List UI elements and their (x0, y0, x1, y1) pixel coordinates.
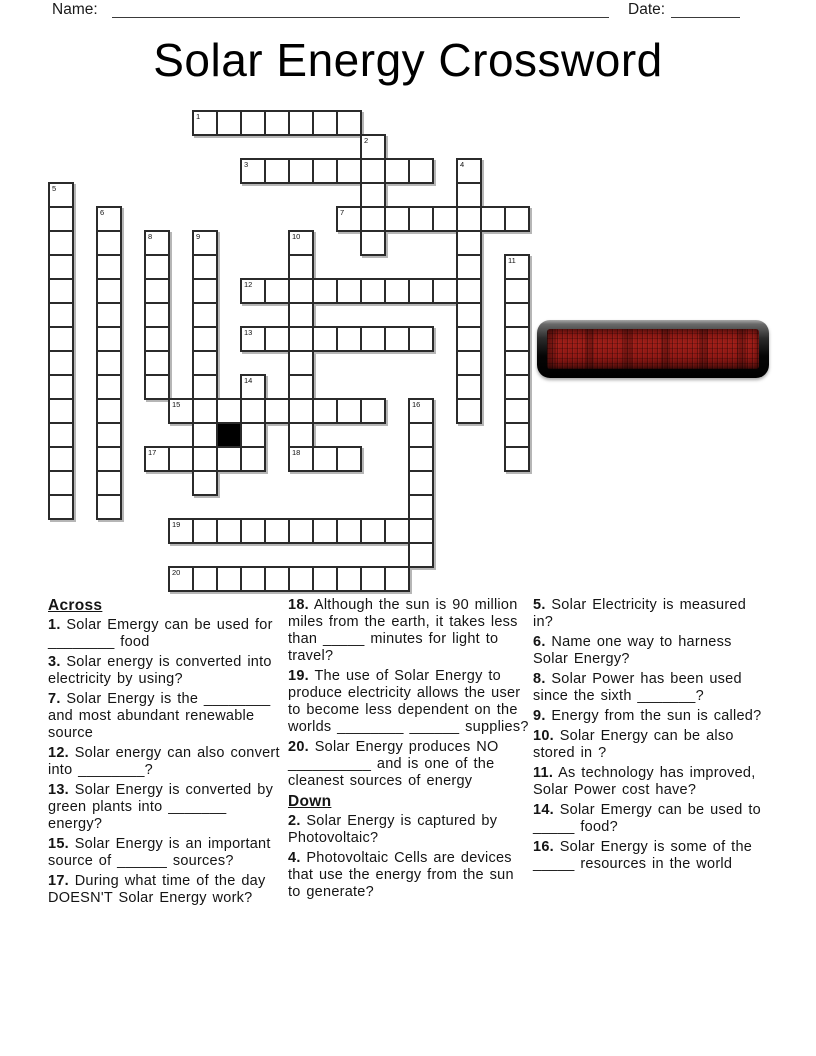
cell-number: 20 (172, 568, 181, 577)
grid-cell[interactable] (264, 158, 290, 184)
grid-cell[interactable] (96, 206, 122, 232)
grid-cell[interactable] (144, 254, 170, 280)
clue-number: 12. (48, 745, 69, 761)
grid-cell[interactable] (336, 158, 362, 184)
grid-cell[interactable] (48, 278, 74, 304)
grid-cell[interactable] (456, 326, 482, 352)
grid-cell[interactable] (48, 182, 74, 208)
grid-cell[interactable] (168, 518, 194, 544)
clue-number: 20. (288, 739, 309, 755)
grid-cell[interactable] (312, 518, 338, 544)
clue-item (288, 850, 530, 901)
grid-cell[interactable] (96, 398, 122, 424)
cell-number: 12 (244, 280, 253, 289)
clue-item (48, 691, 286, 742)
grid-cell[interactable] (336, 278, 362, 304)
grid-cell[interactable] (360, 278, 386, 304)
grid-cell[interactable] (288, 110, 314, 136)
date-label: Date: (628, 1, 666, 18)
grid-cell[interactable] (96, 374, 122, 400)
grid-cell[interactable] (144, 446, 170, 472)
grid-cell[interactable] (408, 494, 434, 520)
clue-item (288, 813, 530, 847)
down-header: Down (288, 793, 332, 810)
grid-cell[interactable] (264, 518, 290, 544)
grid-cell[interactable] (456, 182, 482, 208)
clue-text: Solar Electricity is measured in? (533, 597, 747, 630)
grid-cell[interactable] (192, 518, 218, 544)
grid-cell[interactable] (408, 470, 434, 496)
grid-cell[interactable] (336, 518, 362, 544)
cell-number: 16 (412, 400, 421, 409)
grid-cell[interactable] (192, 350, 218, 376)
grid-cell[interactable] (360, 326, 386, 352)
clue-number: 5. (533, 597, 546, 613)
clue-text: Solar Energy is captured by Photovoltaic? (288, 813, 498, 846)
grid-cell[interactable] (384, 326, 410, 352)
clue-item (533, 708, 771, 725)
grid-cell[interactable] (264, 398, 290, 424)
grid-cell[interactable] (144, 302, 170, 328)
grid-cell[interactable] (480, 206, 506, 232)
grid-cell[interactable] (336, 566, 362, 592)
grid-cell[interactable] (240, 566, 266, 592)
grid-cell[interactable] (192, 374, 218, 400)
cell-number: 7 (340, 208, 345, 217)
grid-cell[interactable] (504, 302, 530, 328)
grid-cell[interactable] (288, 398, 314, 424)
grid-cell[interactable] (312, 158, 338, 184)
grid-cell[interactable] (360, 230, 386, 256)
cell-number: 9 (196, 232, 201, 241)
clue-number: 14. (533, 802, 554, 818)
grid-cell[interactable] (240, 326, 266, 352)
clue-number: 2. (288, 813, 301, 829)
clue-number: 11. (533, 765, 554, 781)
clue-text: Name one way to harness Solar Energy? (533, 634, 732, 667)
clue-text: Solar Energy is the ________ and most abundant renewable source (48, 691, 271, 741)
grid-cell[interactable] (408, 398, 434, 424)
grid-cell[interactable] (456, 302, 482, 328)
grid-cell[interactable] (312, 278, 338, 304)
grid-cell[interactable] (96, 326, 122, 352)
clue-number: 4. (288, 850, 301, 866)
grid-cell[interactable] (216, 518, 242, 544)
grid-cell[interactable] (192, 566, 218, 592)
clue-number: 17. (48, 873, 69, 889)
grid-cell[interactable] (360, 182, 386, 208)
grid-cell[interactable] (408, 278, 434, 304)
grid-cell[interactable] (240, 422, 266, 448)
clue-number: 6. (533, 634, 546, 650)
grid-cell[interactable] (288, 326, 314, 352)
grid-cell[interactable] (48, 398, 74, 424)
clue-column-across (48, 597, 286, 910)
clue-text: Solar Power has been used since the sixth _______? (533, 671, 742, 704)
clue-number: 18. (288, 597, 309, 613)
clue-item (48, 873, 286, 907)
black-cell (216, 422, 242, 448)
grid-cell[interactable] (144, 230, 170, 256)
grid-cell[interactable] (144, 326, 170, 352)
cell-number: 8 (148, 232, 153, 241)
grid-cell[interactable] (360, 398, 386, 424)
grid-cell[interactable] (384, 278, 410, 304)
cell-number: 2 (364, 136, 369, 145)
clue-item (533, 765, 771, 799)
grid-cell[interactable] (264, 278, 290, 304)
grid-cell[interactable] (312, 110, 338, 136)
grid-cell[interactable] (384, 158, 410, 184)
clue-item (533, 802, 771, 836)
grid-cell[interactable] (48, 374, 74, 400)
clue-number: 10. (533, 728, 554, 744)
cell-number: 4 (460, 160, 465, 169)
cell-number: 19 (172, 520, 181, 529)
clue-text: Solar energy is converted into electricity by using? (48, 654, 272, 687)
clue-text: Solar Energy can be also stored in ? (533, 728, 734, 761)
grid-cell[interactable] (288, 278, 314, 304)
grid-cell[interactable] (288, 374, 314, 400)
grid-cell[interactable] (336, 446, 362, 472)
grid-cell[interactable] (168, 566, 194, 592)
grid-cell[interactable] (336, 206, 362, 232)
grid-cell[interactable] (48, 206, 74, 232)
grid-cell[interactable] (264, 110, 290, 136)
clue-number: 9. (533, 708, 546, 724)
grid-cell[interactable] (48, 494, 74, 520)
grid-cell[interactable] (240, 398, 266, 424)
clue-column-middle (288, 597, 530, 904)
clue-number: 16. (533, 839, 554, 855)
grid-cell[interactable] (408, 446, 434, 472)
grid-cell[interactable] (432, 278, 458, 304)
grid-cell[interactable] (456, 254, 482, 280)
grid-cell[interactable] (288, 518, 314, 544)
clue-text: Solar energy can also convert into ________? (48, 745, 280, 778)
page-title: Solar Energy Crossword (153, 34, 663, 86)
grid-cell[interactable] (336, 326, 362, 352)
clue-text: Photovoltaic Cells are devices that use the energy from the sun to generate? (288, 850, 514, 900)
clue-text: Energy from the sun is called? (551, 708, 762, 724)
grid-cell[interactable] (336, 398, 362, 424)
grid-cell[interactable] (192, 110, 218, 136)
grid-cell[interactable] (96, 302, 122, 328)
grid-cell[interactable] (360, 566, 386, 592)
grid-cell[interactable] (96, 446, 122, 472)
clue-item (533, 728, 771, 762)
date-blank-line[interactable] (671, 17, 740, 18)
grid-cell[interactable] (216, 446, 242, 472)
clue-text: Solar Energy produces NO __________ and is one of the cleanest sources of energy (288, 739, 499, 789)
grid-cell[interactable] (216, 398, 242, 424)
cell-number: 17 (148, 448, 157, 457)
grid-cell[interactable] (456, 350, 482, 376)
clue-item (48, 617, 286, 651)
grid-cell[interactable] (48, 350, 74, 376)
grid-cell[interactable] (288, 254, 314, 280)
clue-text: During what time of the day DOESN'T Solar Energy work? (48, 873, 266, 906)
grid-cell[interactable] (48, 422, 74, 448)
grid-cell[interactable] (96, 422, 122, 448)
grid-cell[interactable] (48, 230, 74, 256)
grid-cell[interactable] (96, 254, 122, 280)
grid-cell[interactable] (96, 230, 122, 256)
grid-cell[interactable] (192, 470, 218, 496)
grid-cell[interactable] (48, 326, 74, 352)
grid-cell[interactable] (336, 110, 362, 136)
grid-cell[interactable] (504, 350, 530, 376)
grid-cell[interactable] (192, 446, 218, 472)
grid-cell[interactable] (360, 134, 386, 160)
grid-cell[interactable] (96, 278, 122, 304)
grid-cell[interactable] (504, 422, 530, 448)
grid-cell[interactable] (456, 230, 482, 256)
grid-cell[interactable] (432, 206, 458, 232)
grid-cell[interactable] (456, 398, 482, 424)
grid-cell[interactable] (504, 278, 530, 304)
grid-cell[interactable] (408, 158, 434, 184)
clue-item (533, 597, 771, 631)
grid-cell[interactable] (408, 542, 434, 568)
grid-cell[interactable] (192, 326, 218, 352)
grid-cell[interactable] (216, 110, 242, 136)
cell-number: 15 (172, 400, 181, 409)
grid-cell[interactable] (192, 302, 218, 328)
cell-number: 18 (292, 448, 301, 457)
grid-cell[interactable] (384, 206, 410, 232)
grid-cell[interactable] (504, 254, 530, 280)
clue-text: As technology has improved, Solar Power cost have? (533, 765, 756, 798)
grid-cell[interactable] (456, 374, 482, 400)
grid-cell[interactable] (192, 230, 218, 256)
grid-cell[interactable] (240, 158, 266, 184)
clue-text: Although the sun is 90 million miles from the earth, it takes less than _____ minutes for light to travel? (288, 597, 518, 664)
clue-item (48, 836, 286, 870)
clue-number: 8. (533, 671, 546, 687)
cell-number: 3 (244, 160, 249, 169)
grid-cell[interactable] (48, 302, 74, 328)
grid-cell[interactable] (144, 350, 170, 376)
grid-cell[interactable] (264, 566, 290, 592)
across-header: Across (48, 597, 103, 614)
clue-item (288, 597, 530, 665)
grid-cell[interactable] (192, 422, 218, 448)
solar-panel-texture (547, 329, 759, 369)
clue-text: Solar Emergy can be used for ________ food (48, 617, 273, 650)
grid-cell[interactable] (48, 254, 74, 280)
crossword-grid (48, 110, 532, 594)
grid-cell[interactable] (504, 326, 530, 352)
cell-number: 11 (508, 256, 516, 265)
clue-item (533, 634, 771, 668)
grid-cell[interactable] (168, 446, 194, 472)
clue-text: Solar Energy is converted by green plants into _______ energy? (48, 782, 274, 832)
grid-cell[interactable] (216, 566, 242, 592)
grid-cell[interactable] (240, 518, 266, 544)
grid-cell[interactable] (48, 470, 74, 496)
grid-cell[interactable] (288, 230, 314, 256)
grid-cell[interactable] (168, 398, 194, 424)
clue-item (48, 745, 286, 779)
grid-cell[interactable] (504, 398, 530, 424)
clue-number: 3. (48, 654, 61, 670)
grid-cell[interactable] (240, 446, 266, 472)
grid-cell[interactable] (288, 158, 314, 184)
name-blank-line[interactable] (112, 17, 609, 18)
grid-cell[interactable] (312, 326, 338, 352)
grid-cell[interactable] (240, 278, 266, 304)
clue-item (288, 668, 530, 736)
grid-cell[interactable] (240, 110, 266, 136)
cell-number: 13 (244, 328, 253, 337)
grid-cell[interactable] (360, 518, 386, 544)
clue-text: Solar Energy is some of the _____ resources in the world (533, 839, 753, 872)
grid-cell[interactable] (288, 302, 314, 328)
grid-cell[interactable] (192, 254, 218, 280)
grid-cell[interactable] (384, 518, 410, 544)
grid-cell[interactable] (288, 566, 314, 592)
grid-cell[interactable] (192, 398, 218, 424)
clue-text: The use of Solar Energy to produce electricity allows the user to become less dependent on the worlds ________ ______ supplies? (288, 668, 529, 735)
grid-cell[interactable] (288, 350, 314, 376)
clue-number: 15. (48, 836, 69, 852)
grid-cell[interactable] (264, 326, 290, 352)
grid-cell[interactable] (288, 446, 314, 472)
grid-cell[interactable] (384, 566, 410, 592)
clue-number: 7. (48, 691, 61, 707)
grid-cell[interactable] (144, 374, 170, 400)
grid-cell[interactable] (312, 398, 338, 424)
grid-cell[interactable] (312, 446, 338, 472)
grid-cell[interactable] (408, 326, 434, 352)
cell-number: 6 (100, 208, 105, 217)
clue-text: Solar Emergy can be used to _____ food? (533, 802, 761, 835)
grid-cell[interactable] (96, 350, 122, 376)
clue-number: 1. (48, 617, 61, 633)
grid-cell[interactable] (504, 446, 530, 472)
clue-number: 19. (288, 668, 309, 684)
grid-cell[interactable] (312, 566, 338, 592)
grid-cell[interactable] (456, 158, 482, 184)
clue-item (533, 839, 771, 873)
name-label: Name: (52, 1, 98, 18)
grid-cell[interactable] (408, 518, 434, 544)
grid-cell[interactable] (408, 206, 434, 232)
clue-column-down (533, 597, 771, 876)
clue-item (533, 671, 771, 705)
cell-number: 1 (196, 112, 201, 121)
grid-cell[interactable] (456, 278, 482, 304)
clue-item (48, 782, 286, 833)
grid-cell[interactable] (456, 206, 482, 232)
cell-number: 14 (244, 376, 253, 385)
cell-number: 10 (292, 232, 301, 241)
clue-item (48, 654, 286, 688)
grid-cell[interactable] (240, 374, 266, 400)
grid-cell[interactable] (408, 422, 434, 448)
grid-cell[interactable] (504, 374, 530, 400)
grid-cell[interactable] (48, 446, 74, 472)
cell-number: 5 (52, 184, 57, 193)
clue-item (288, 739, 530, 790)
grid-cell[interactable] (288, 422, 314, 448)
solar-panel-banner-image (537, 320, 769, 378)
grid-cell[interactable] (144, 278, 170, 304)
clue-text: Solar Energy is an important source of ______ sources? (48, 836, 271, 869)
clue-number: 13. (48, 782, 69, 798)
grid-cell[interactable] (192, 278, 218, 304)
grid-cell[interactable] (360, 158, 386, 184)
grid-cell[interactable] (96, 494, 122, 520)
grid-cell[interactable] (360, 206, 386, 232)
grid-cell[interactable] (96, 470, 122, 496)
grid-cell[interactable] (504, 206, 530, 232)
